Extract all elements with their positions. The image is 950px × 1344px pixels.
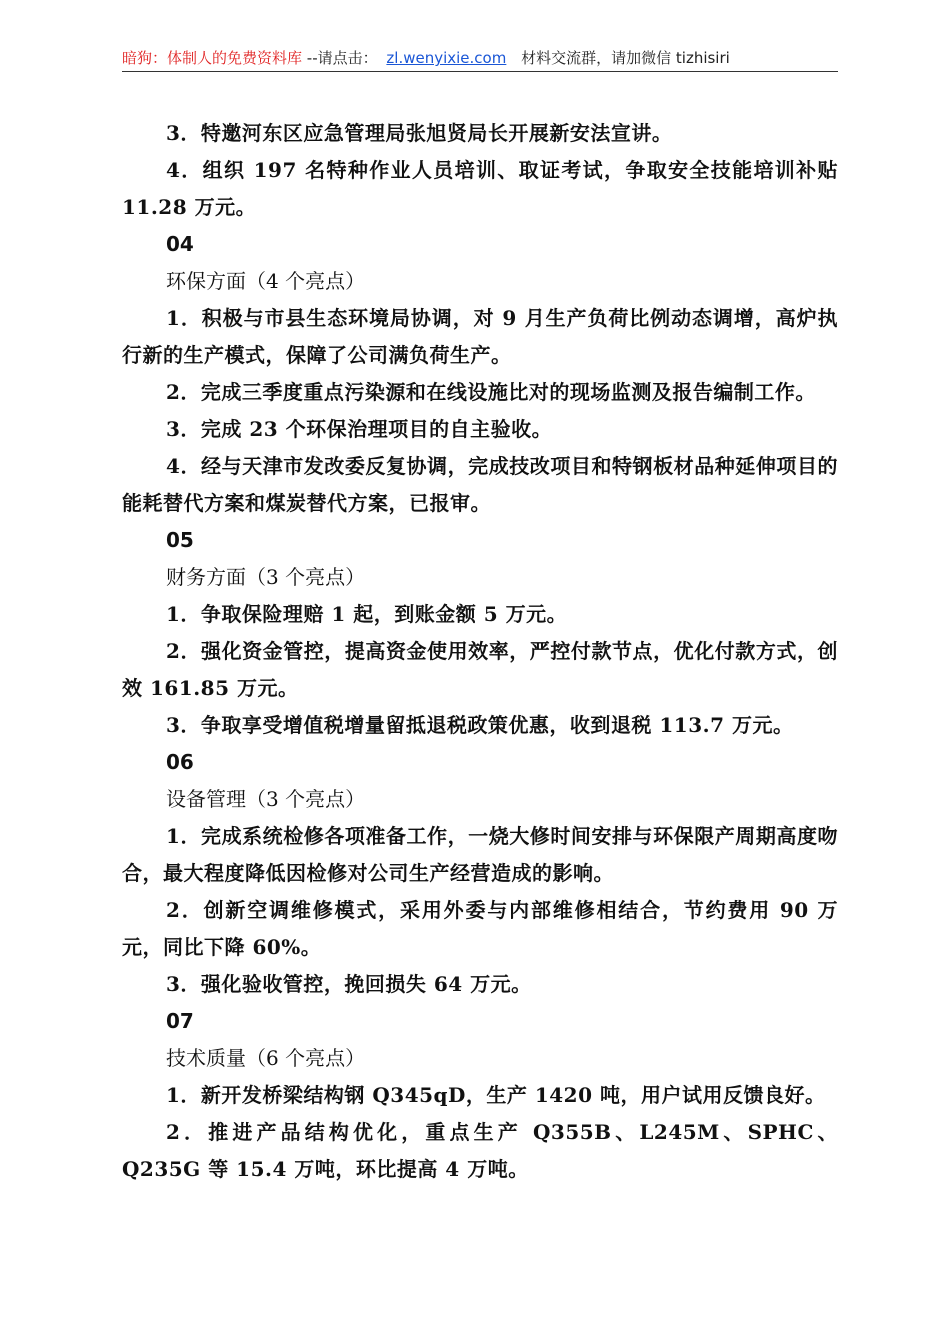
section-title: 设备管理（3 个亮点） — [166, 787, 366, 811]
paragraph: 4．经与天津市发改委反复协调，完成技改项目和特钢板材品种延伸项目的能耗替代方案和煤炭替代方案，已报审。 — [122, 454, 838, 515]
paragraph: 1．积极与市县生态环境局协调，对 9 月生产负荷比例动态调增，高炉执行新的生产模式，保障了公司满负荷生产。 — [122, 306, 838, 367]
paragraph: 2．完成三季度重点污染源和在线设施比对的现场监测及报告编制工作。 — [166, 380, 816, 404]
header-link[interactable]: zl.wenyixie.com — [386, 49, 507, 67]
paragraph: 4．组织 197 名特种作业人员培训、取证考试，争取安全技能培训补贴 11.28 万元。 — [122, 158, 838, 219]
document-body — [122, 115, 838, 1188]
section-number: 07 — [166, 1009, 194, 1033]
header-divider — [122, 71, 838, 72]
paragraph: 1．完成系统检修各项准备工作，一烧大修时间安排与环保限产周期高度吻合，最大程度降低因检修对公司生产经营造成的影响。 — [122, 824, 838, 885]
page-header — [122, 47, 838, 73]
section-number: 06 — [166, 750, 194, 774]
section-title: 技术质量（6 个亮点） — [166, 1046, 366, 1070]
paragraph: 1．新开发桥梁结构钢 Q345qD，生产 1420 吨，用户试用反馈良好。 — [166, 1083, 826, 1107]
paragraph: 3．争取享受增值税增量留抵退税政策优惠，收到退税 113.7 万元。 — [166, 713, 794, 737]
header-click-prompt: --请点击： — [306, 49, 378, 67]
paragraph: 3．完成 23 个环保治理项目的自主验收。 — [166, 417, 553, 441]
paragraph: 2．创新空调维修模式，采用外委与内部维修相结合，节约费用 90 万元，同比下降 60%。 — [122, 898, 838, 959]
paragraph: 1．争取保险理赔 1 起，到账金额 5 万元。 — [166, 602, 568, 626]
paragraph: 2．强化资金管控，提高资金使用效率，严控付款节点，优化付款方式，创效 161.85 万元。 — [122, 639, 838, 700]
section-title: 财务方面（3 个亮点） — [166, 565, 366, 589]
paragraph: 3．特邀河东区应急管理局张旭贤局长开展新安法宣讲。 — [166, 121, 673, 145]
section-title: 环保方面（4 个亮点） — [166, 269, 366, 293]
header-wechat: 材料交流群，请加微信 tizhisiri — [521, 49, 730, 67]
paragraph: 2．推进产品结构优化，重点生产 Q355B、L245M、SPHC、Q235G 等 15.4 万吨，环比提高 4 万吨。 — [122, 1120, 838, 1181]
header-brand: 暗狗：体制人的免费资料库 — [122, 49, 303, 67]
paragraph: 3．强化验收管控，挽回损失 64 万元。 — [166, 972, 532, 996]
section-number: 04 — [166, 232, 194, 256]
section-number: 05 — [166, 528, 194, 552]
